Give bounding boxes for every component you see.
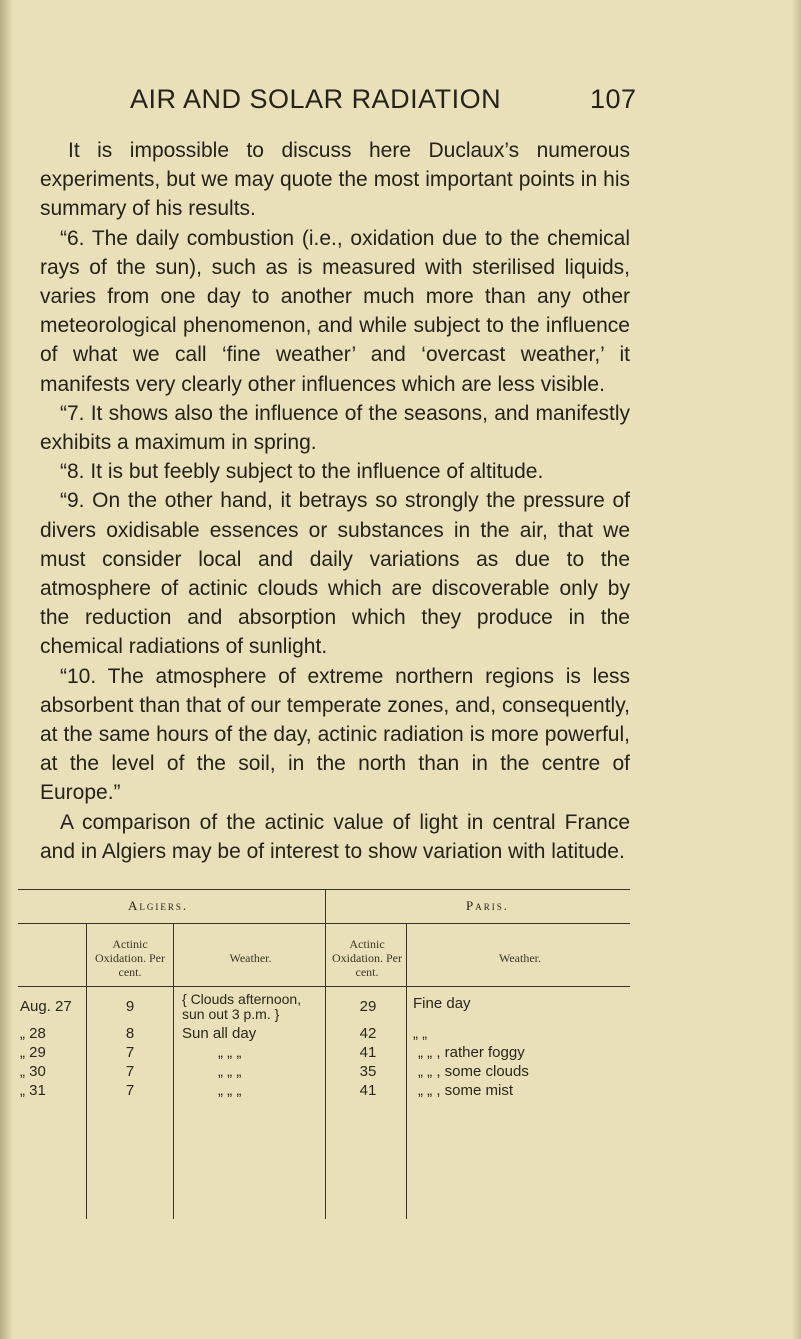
row-date: Aug. 27 — [20, 998, 72, 1015]
column-header-actinic-paris: Actinic Oxidation. Per cent. — [332, 937, 402, 979]
column-header-weather-algiers: Weather. — [229, 951, 272, 965]
table-rule — [18, 923, 630, 924]
row-value-paris: 42 — [359, 1025, 377, 1042]
row-value-paris: 35 — [359, 1063, 377, 1080]
column-line — [173, 923, 174, 1219]
table-divider — [325, 889, 326, 1219]
row-weather-algiers: „ „ „ — [218, 1082, 242, 1099]
running-title: AIR AND SOLAR RADIATION — [130, 84, 502, 114]
row-value-paris: 41 — [359, 1082, 377, 1099]
page-edge-right — [791, 0, 801, 1339]
row-value-paris: 29 — [359, 998, 377, 1015]
paragraph: “8. It is but feebly subject to the influence of altitude. — [60, 460, 544, 484]
row-weather-algiers: „ „ „ — [218, 1063, 242, 1080]
row-date: „ 28 — [20, 1025, 46, 1042]
group-header-algiers: Algiers. — [128, 898, 189, 913]
paragraph: “6. The daily combustion (i.e., oxidation due to the chemical rays of the sun), such as is measured with sterilised liquids, varies from one day to another much more than any other meteorological phenomenon, and while subject to the influence of what we call ‘fine weather’ and ‘overcast weather,’ it manifests very clearly other influences which are less visible. — [40, 226, 630, 396]
paragraph: “10. The atmosphere of extreme northern regions is less absorbent than that of our temperate zones, and, consequently, at the same hours of the day, actinic radiation is more powerful, at the level of the soil, in the north than in the centre of Europe.” — [40, 664, 630, 805]
row-value-algiers: 7 — [125, 1082, 135, 1099]
table-rule — [18, 889, 630, 890]
row-weather-paris: „ „ — [413, 1025, 428, 1042]
row-weather-algiers: Sun all day — [182, 1025, 257, 1042]
paragraph: “9. On the other hand, it betrays so strongly the pressure of divers oxidisable essences or substances in the air, that we must consider local and daily variations as due to the atmosphere of actinic clouds which are discoverable only by the reduction and absorption which they produce in the chemical radiations of sunlight. — [40, 489, 630, 659]
row-weather-paris: „ „ , rather foggy — [418, 1044, 525, 1061]
row-value-algiers: 8 — [125, 1025, 135, 1042]
row-weather-algiers: { Clouds afternoon, sun out 3 p.m. } — [182, 991, 302, 1022]
paragraph: A comparison of the actinic value of light in central France and in Algiers may be of interest to show variation with latitude. — [40, 810, 630, 863]
row-date: „ 29 — [20, 1044, 46, 1061]
column-header-weather-paris: Weather. — [498, 951, 541, 965]
column-line — [406, 923, 407, 1219]
row-weather-paris: „ „ , some mist — [418, 1082, 514, 1099]
column-header-actinic-algiers: Actinic Oxidation. Per cent. — [95, 937, 165, 979]
row-weather-paris: „ „ , some clouds — [418, 1063, 529, 1080]
row-value-algiers: 9 — [125, 998, 135, 1015]
row-value-paris: 41 — [359, 1044, 377, 1061]
row-value-algiers: 7 — [125, 1044, 135, 1061]
paragraph: “7. It shows also the influence of the seasons, and manifestly exhibits a maximum in spring. — [40, 401, 630, 455]
row-weather-algiers: „ „ „ — [218, 1044, 242, 1061]
table-rule — [18, 986, 630, 987]
row-weather-paris: Fine day — [413, 995, 471, 1012]
body-text — [40, 136, 630, 866]
paragraph: It is impossible to discuss here Duclaux’s numerous experiments, but we may quote the most important points in his summary of his results. — [40, 139, 630, 221]
page-number: 107 — [590, 84, 637, 114]
row-date: „ 30 — [20, 1063, 46, 1080]
group-header-paris: Paris. — [466, 898, 509, 913]
row-date: „ 31 — [20, 1082, 46, 1099]
row-value-algiers: 7 — [125, 1063, 135, 1080]
page-edge-left — [0, 0, 14, 1339]
comparison-table — [18, 889, 630, 1219]
column-line — [86, 923, 87, 1219]
